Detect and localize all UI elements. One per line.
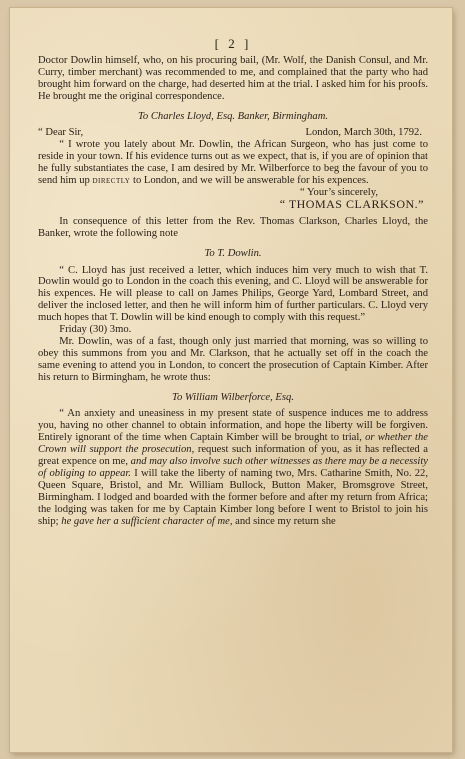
letter1-salutation: “ Dear Sir, (38, 127, 84, 139)
letter1-heading: To Charles Lloyd, Esq. Banker, Birmingham. (137, 110, 328, 122)
text-column (38, 38, 428, 528)
page-number: [ 2 ] (214, 36, 252, 51)
letter1-dateline: London, March 30th, 1792. (305, 127, 422, 139)
letter1-header-row (38, 127, 428, 139)
letter2-date: Friday (30) 3mo. (59, 324, 132, 336)
intro-paragraph: Doctor Dowlin himself, who, on his procuring bail, (Mr. Wolf, the Danish Consul, and Mr. Curry, timber merchant) was recommended to me, and complained that the party who had brought him forward on the charge, had deserted him at the trial. I asked him for his proofs. He brought me the original correspondence. (38, 54, 428, 102)
letter3-body-2: or whether the Crown will support the prosecution, (38, 432, 428, 456)
letter3-body-1: “ An anxiety and uneasiness in my present state of suspence induces me to address you, having no other channel to obtain information, and hope the liberty will be forgiven. Entirely ignorant of the time when Captain Kimber will be brought to trial, (38, 408, 428, 444)
letter1-body-emphasis: directly (92, 175, 131, 187)
letter2-body: “ C. Lloyd has just received a letter, which induces him very much to wish that T. Dowlin would go to London in the coach this evening, and C. Lloyd will be answerable for his expences. He will please to call on James Philips, George Yard, Lombard Street, and deliver the inclosed letter, and then he will inform him of further particulars. C. Lloyd very much hopes that T. Dowlin will be kind enough to comply with this request.” (38, 264, 428, 324)
letter1-body-pre: “ I wrote you lately about Mr. Dowlin, the African Surgeon, who has just come to reside in your town. If his evidence turns out as we expect, that is, if you are of opinion that he fully substantiates the case, I am desired by Mr. Wilberforce to beg the favour of you to send him up (38, 139, 428, 187)
letter3-body (38, 408, 428, 527)
letter1-body (38, 139, 428, 187)
letter3-heading: To William Wilberforce, Esq. (172, 391, 294, 403)
letter1-signature: “ THOMAS CLARKSON.” (279, 196, 424, 211)
letter2-heading: To T. Dowlin. (204, 247, 262, 259)
letter3-body-3: request such information of you, as it has reflected a great expence on me, (38, 444, 428, 468)
letter3-body-6: he gave her a sufficient character of me, (61, 515, 233, 527)
letter1-body-post: to London, and we will be answerable for his expences. (130, 175, 369, 187)
letter1-closing: “ Your’s sincerely, (300, 186, 378, 198)
transition-paragraph-2: Mr. Dowlin, was of a fast, though only just married that morning, was so willing to obey this summons from you and Mr. Clarkson, that he actually set off in the coach the same evening to attend you in London, to concert the prosecution of Captain Kimber. After his return to Birmingham, he wrote thus: (38, 335, 428, 383)
letter3-body-5: I will take the liberty of naming two, Mrs. Catharine Smith, No. 22, Queen Square, Bristol, and Mr. William Bullock, Button Maker, Bromsgrove Street, Birmingham. I lodged and boarded with the former before and after my return from Africa; the lodging was taken for me by Captain Kimber long before I went to Bristol to join his ship; (38, 468, 428, 527)
document-page (10, 8, 452, 752)
letter3-body-7: and since my return she (232, 515, 336, 527)
transition-paragraph-1: In consequence of this letter from the Rev. Thomas Clarkson, Charles Lloyd, the Banker, wrote the following note (38, 215, 428, 239)
letter3-body-4: and may also involve such other witnesses as there may be a necessity of obliging to appear. (38, 456, 429, 479)
